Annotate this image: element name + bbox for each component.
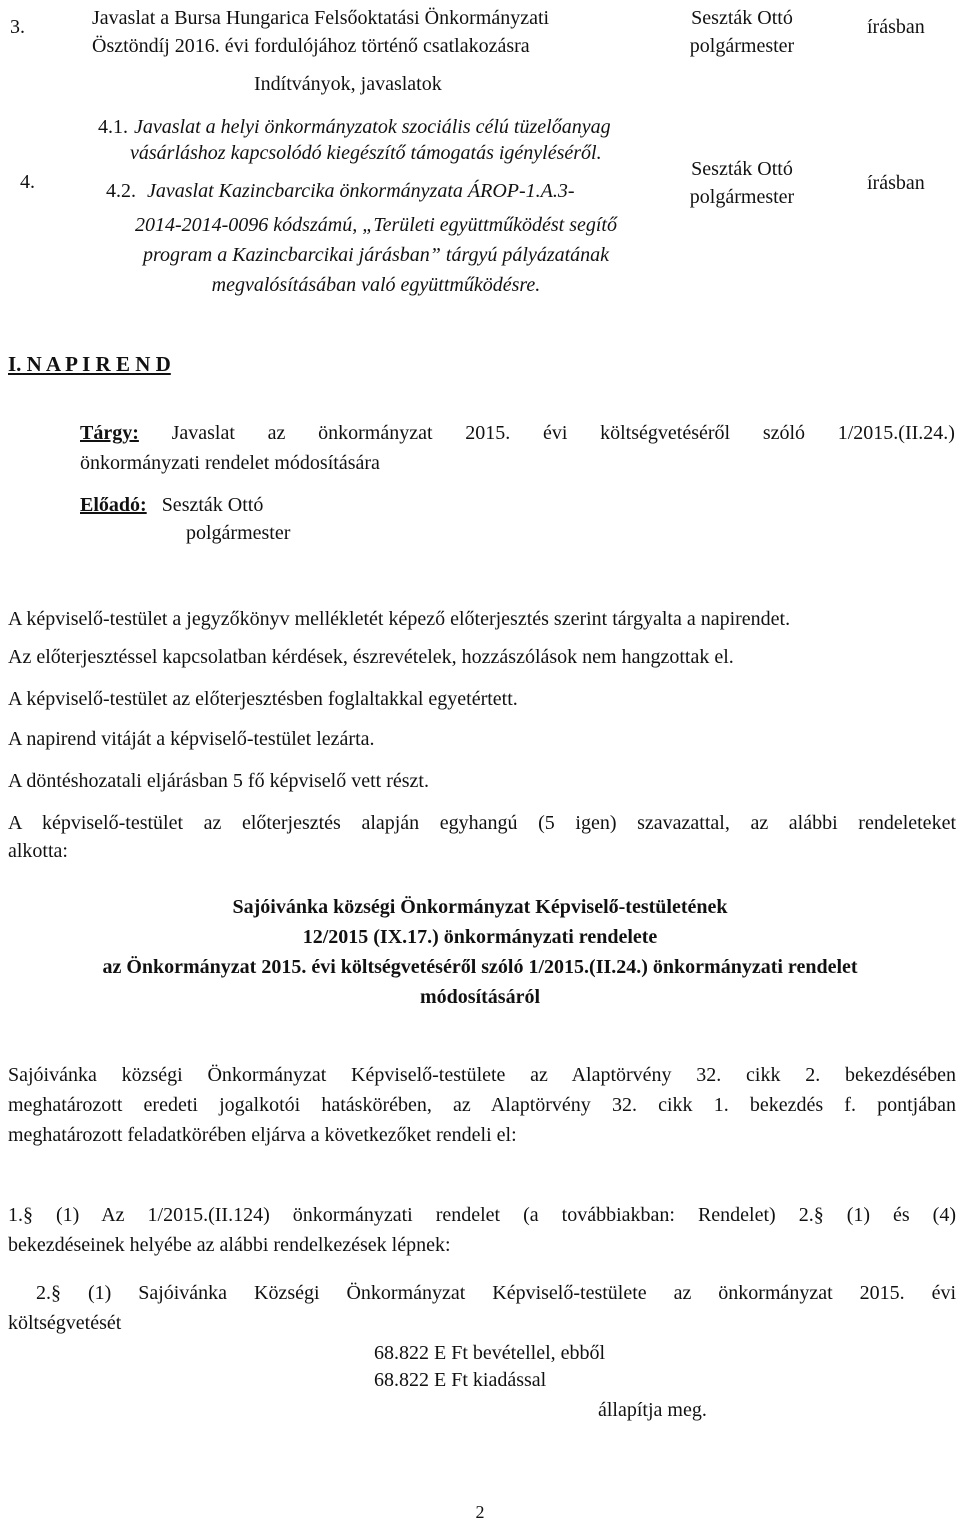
preamble-line1: Sajóivánka községi Önkormányzat Képviselő-testülete az Alaptörvény 32. cikk 2. bekezdésében [8, 1064, 956, 1086]
agenda-row3-number: 3. [10, 16, 25, 38]
subject-line [80, 422, 955, 445]
agenda-row3-presenter-name: Seszták Ottó [691, 7, 793, 29]
preamble-line3: meghatározott feladatkörében eljárva a következőket rendeli el: [8, 1124, 517, 1146]
agenda-row4-number: 4. [20, 171, 35, 193]
presenter-name: Seszták Ottó [161, 494, 264, 516]
section2-closing: állapítja meg. [598, 1399, 707, 1421]
agenda-item-4-2-continued [96, 210, 656, 300]
paragraph-3: A képviselő-testület az előterjesztésben foglaltakkal egyetértett. [8, 688, 518, 710]
agenda-item-4-1-line2: vásárláshoz kapcsolódó kiegészítő támogatás igényléséről. [130, 142, 602, 164]
agenda-row4-presenter-title: polgármester [689, 186, 795, 208]
section2-expense: 68.822 E Ft kiadással [374, 1369, 547, 1391]
agenda-item-4-1 [98, 112, 611, 142]
agenda-item-4-2-line4: megvalósításában való együttműködésre. [211, 274, 541, 296]
agenda-row3-presenter-title: polgármester [689, 35, 795, 57]
page-number: 2 [475, 1502, 485, 1522]
agenda-row3-title-line2: Ösztöndíj 2016. évi fordulójához történő csatlakozásra [92, 35, 530, 57]
section1-line1: 1.§ (1) Az 1/2015.(II.124) önkormányzati rendelet (a továbbiakban: Rendelet) 2.§ (1) és (4) [8, 1204, 956, 1226]
paragraph-1: A képviselő-testület a jegyzőkönyv mellékletét képező előterjesztés szerint tárgyalta a napirendet. [8, 608, 791, 630]
section2-line2: költségvetését [8, 1312, 122, 1334]
agenda-item-4-1-line1: Javaslat a helyi önkormányzatok szociális célú tüzelőanyag [134, 116, 611, 138]
agenda-row4-presenter [662, 155, 822, 211]
decree-title-line1: Sajóivánka községi Önkormányzat Képviselő-testületének [232, 896, 728, 918]
agenda-row3-title-line1: Javaslat a Bursa Hungarica Felsőoktatási Önkormányzati [92, 7, 550, 29]
paragraph-2: Az előterjesztéssel kapcsolatban kérdések, észrevételek, hozzászólások nem hangzottak el. [8, 646, 734, 668]
section2-line1: 2.§ (1) Sajóivánka Községi Önkormányzat Képviselő-testülete az önkormányzat 2015. évi [36, 1282, 956, 1304]
paragraph-4: A napirend vitáját a képviselő-testület lezárta. [8, 728, 375, 750]
agenda-item-4-2-line2: 2014-2014-0096 kódszámú, „Területi együttműködést segítő [134, 214, 617, 236]
agenda-item-4-2 [106, 180, 575, 203]
presenter-block [80, 494, 263, 517]
subject-word-8: 1/2015.(II.24.) [837, 422, 955, 444]
subject-word-5: évi [542, 422, 568, 444]
section-heading: I. N A P I R E N D [8, 352, 171, 376]
subject-line2: önkormányzati rendelet módosítására [80, 452, 380, 474]
subject-label: Tárgy: [80, 422, 139, 444]
agenda-item-4-2-line3: program a Kazincbarcikai járásban” tárgyú pályázatának [142, 244, 610, 266]
subject-word-2: az [267, 422, 286, 444]
agenda-item-4-1-number: 4.1. [98, 116, 128, 138]
agenda-item-4-2-number: 4.2. [106, 180, 136, 202]
agenda-row3-presenter [662, 4, 822, 60]
agenda-row3-mode: írásban [867, 16, 925, 38]
preamble-line2: meghatározott eredeti jogalkotói hatáskörében, az Alaptörvény 32. cikk 1. bekezdés f. pontjában [8, 1094, 956, 1116]
vote-line2: alkotta: [8, 840, 68, 862]
paragraph-5: A döntéshozatali eljárásban 5 fő képviselő vett részt. [8, 770, 429, 792]
agenda-item-4-2-line1: Javaslat Kazincbarcika önkormányzata ÁROP-1.A.3- [147, 180, 575, 202]
agenda-row4-mode: írásban [867, 172, 925, 194]
subject-word-1: Javaslat [171, 422, 235, 444]
section2-revenue: 68.822 E Ft bevétellel, ebből [374, 1342, 606, 1364]
subject-word-3: önkormányzat [318, 422, 433, 444]
presenter-title: polgármester [186, 522, 291, 544]
agenda-row4-presenter-name: Seszták Ottó [691, 158, 793, 180]
subject-word-4: 2015. [465, 422, 511, 444]
vote-line1: A képviselő-testület az előterjesztés alapján egyhangú (5 igen) szavazattal, az alábbi rendeleteket [8, 812, 956, 834]
decree-title-line2: 12/2015 (IX.17.) önkormányzati rendelete [302, 926, 658, 948]
presenter-label: Előadó: [80, 494, 147, 516]
section1-line2: bekezdéseinek helyébe az alábbi rendelkezések lépnek: [8, 1234, 451, 1256]
decree-title-line3: az Önkormányzat 2015. évi költségvetéséről szóló 1/2015.(II.24.) önkormányzati rendelet [102, 956, 858, 978]
decree-title [0, 892, 960, 1012]
agenda-row3-title [92, 4, 549, 60]
subject-word-7: szóló [762, 422, 806, 444]
subject-word-6: költségvetéséről [600, 422, 731, 444]
decree-title-line4: módosításáról [420, 986, 540, 1008]
agenda-row4-heading: Indítványok, javaslatok [254, 73, 442, 95]
